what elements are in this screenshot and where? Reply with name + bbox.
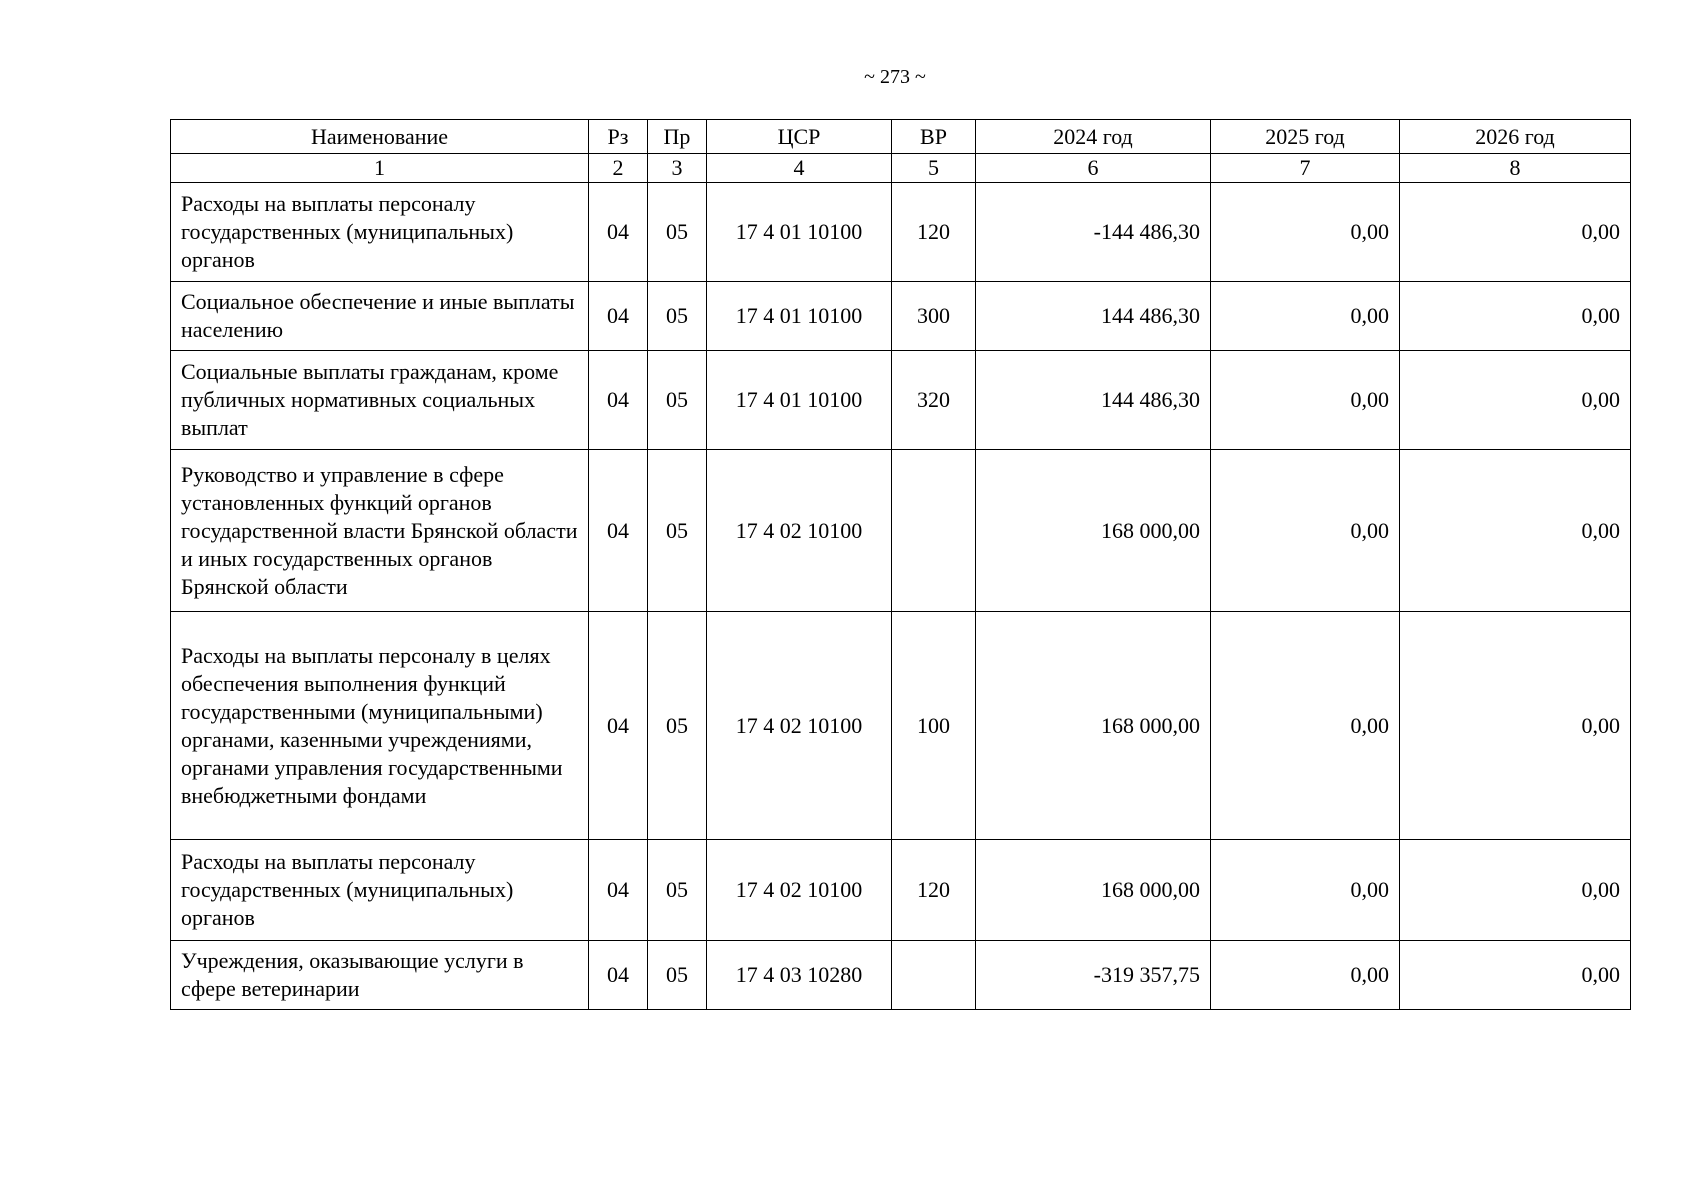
table-row [171,612,1631,840]
row-2026: 0,00 [1400,612,1631,840]
row-name: Расходы на выплаты персоналу в целях обеспечения выполнения функций государственными (муниципальными) органами, казенными учреждениями, органами управления государственными внебюджетными фондами [171,612,589,840]
header-row [171,120,1631,154]
row-name: Руководство и управление в сфере установленных функций органов государственной власти Брянской области и иных государственных органов Брянской области [171,450,589,612]
column-number: 8 [1400,154,1631,183]
page-number: ~ 273 ~ [864,66,926,88]
row-rz: 04 [589,840,648,941]
row-vr [892,941,976,1010]
table-row [171,282,1631,351]
row-csr: 17 4 01 10100 [707,282,892,351]
row-2024: 168 000,00 [976,612,1211,840]
row-2024: 168 000,00 [976,450,1211,612]
row-rz: 04 [589,351,648,450]
header-2025: 2025 год [1211,120,1400,154]
row-2024: -319 357,75 [976,941,1211,1010]
column-number: 1 [171,154,589,183]
row-csr: 17 4 03 10280 [707,941,892,1010]
row-2026: 0,00 [1400,941,1631,1010]
row-2024: -144 486,30 [976,183,1211,282]
row-vr: 300 [892,282,976,351]
row-csr: 17 4 02 10100 [707,840,892,941]
column-number: 6 [976,154,1211,183]
row-2025: 0,00 [1211,612,1400,840]
column-number: 2 [589,154,648,183]
row-csr: 17 4 01 10100 [707,183,892,282]
row-2025: 0,00 [1211,840,1400,941]
table-row [171,450,1631,612]
row-rz: 04 [589,941,648,1010]
row-2025: 0,00 [1211,450,1400,612]
column-number: 4 [707,154,892,183]
row-2025: 0,00 [1211,941,1400,1010]
row-2026: 0,00 [1400,840,1631,941]
header-2024: 2024 год [976,120,1211,154]
budget-table [170,119,1631,1010]
row-name: Социальное обеспечение и иные выплаты населению [171,282,589,351]
column-number: 5 [892,154,976,183]
header-vr: ВР [892,120,976,154]
row-vr: 120 [892,840,976,941]
row-pr: 05 [648,282,707,351]
table-row [171,183,1631,282]
header-name: Наименование [171,120,589,154]
row-vr: 320 [892,351,976,450]
row-pr: 05 [648,450,707,612]
row-pr: 05 [648,840,707,941]
row-csr: 17 4 01 10100 [707,351,892,450]
row-pr: 05 [648,941,707,1010]
row-pr: 05 [648,183,707,282]
row-2024: 144 486,30 [976,351,1211,450]
header-pr: Пр [648,120,707,154]
row-rz: 04 [589,450,648,612]
column-number: 7 [1211,154,1400,183]
row-name: Расходы на выплаты персоналу государственных (муниципальных) органов [171,183,589,282]
row-pr: 05 [648,612,707,840]
row-2026: 0,00 [1400,282,1631,351]
table-row [171,840,1631,941]
row-csr: 17 4 02 10100 [707,612,892,840]
header-2026: 2026 год [1400,120,1631,154]
row-rz: 04 [589,612,648,840]
row-pr: 05 [648,351,707,450]
row-name: Расходы на выплаты персоналу государственных (муниципальных) органов [171,840,589,941]
table-row [171,351,1631,450]
row-vr: 120 [892,183,976,282]
row-2025: 0,00 [1211,282,1400,351]
row-rz: 04 [589,282,648,351]
row-rz: 04 [589,183,648,282]
column-number: 3 [648,154,707,183]
row-csr: 17 4 02 10100 [707,450,892,612]
row-2026: 0,00 [1400,351,1631,450]
row-name: Социальные выплаты гражданам, кроме публичных нормативных социальных выплат [171,351,589,450]
header-csr: ЦСР [707,120,892,154]
row-2025: 0,00 [1211,351,1400,450]
row-2024: 144 486,30 [976,282,1211,351]
row-name: Учреждения, оказывающие услуги в сфере ветеринарии [171,941,589,1010]
header-rz: Рз [589,120,648,154]
row-2025: 0,00 [1211,183,1400,282]
row-vr: 100 [892,612,976,840]
table-row [171,941,1631,1010]
row-vr [892,450,976,612]
row-2026: 0,00 [1400,450,1631,612]
column-number-row [171,154,1631,183]
row-2024: 168 000,00 [976,840,1211,941]
row-2026: 0,00 [1400,183,1631,282]
